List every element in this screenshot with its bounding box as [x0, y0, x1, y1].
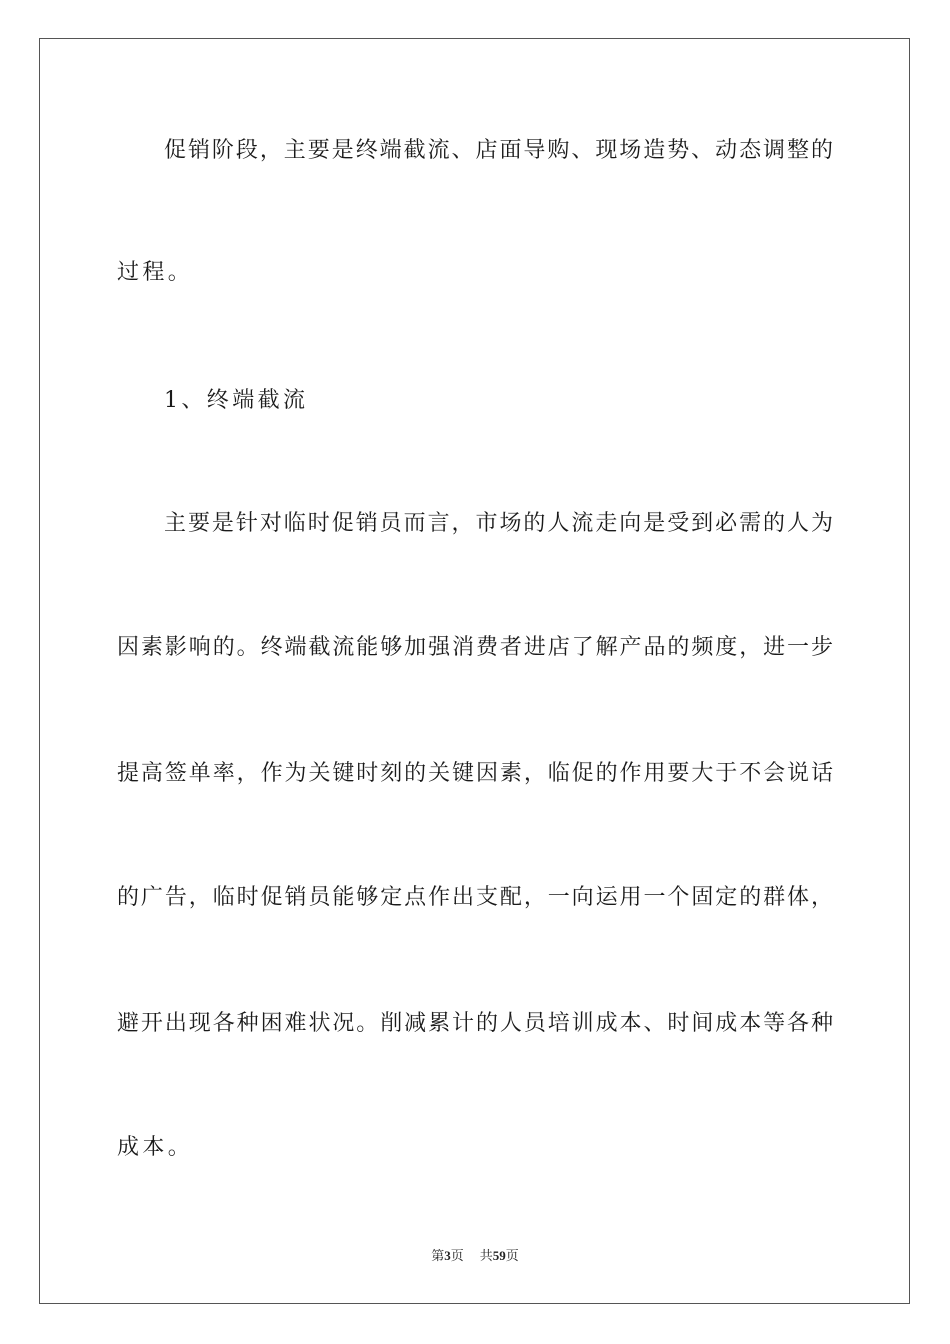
- paragraph-line: 过程。: [117, 260, 194, 285]
- current-page-number: 3: [444, 1248, 451, 1263]
- page-label-prefix: 第: [431, 1248, 445, 1263]
- section-heading: 1、终端截流: [164, 388, 309, 413]
- paragraph-line: 因素影响的。终端截流能够加强消费者进店了解产品的频度，进一步: [117, 635, 833, 660]
- paragraph-line: 避开出现各种困难状况。削减累计的人员培训成本、时间成本等各种: [117, 1011, 833, 1036]
- paragraph-line: 的广告，临时促销员能够定点作出支配，一向运用一个固定的群体，: [117, 885, 833, 910]
- page-footer: [0, 1246, 950, 1266]
- page-label-suffix: 页: [450, 1248, 464, 1263]
- page-border: [39, 38, 910, 1304]
- paragraph-line: 主要是针对临时促销员而言，市场的人流走向是受到必需的人为: [164, 511, 833, 536]
- total-label-suffix: 页: [505, 1248, 519, 1263]
- paragraph-line: 成本。: [117, 1135, 194, 1160]
- total-label-prefix: 共: [479, 1248, 493, 1263]
- total-pages-number: 59: [492, 1248, 506, 1263]
- paragraph-line: 促销阶段，主要是终端截流、店面导购、现场造势、动态调整的: [164, 138, 833, 163]
- paragraph-line: 提高签单率，作为关键时刻的关键因素，临促的作用要大于不会说话: [117, 761, 833, 786]
